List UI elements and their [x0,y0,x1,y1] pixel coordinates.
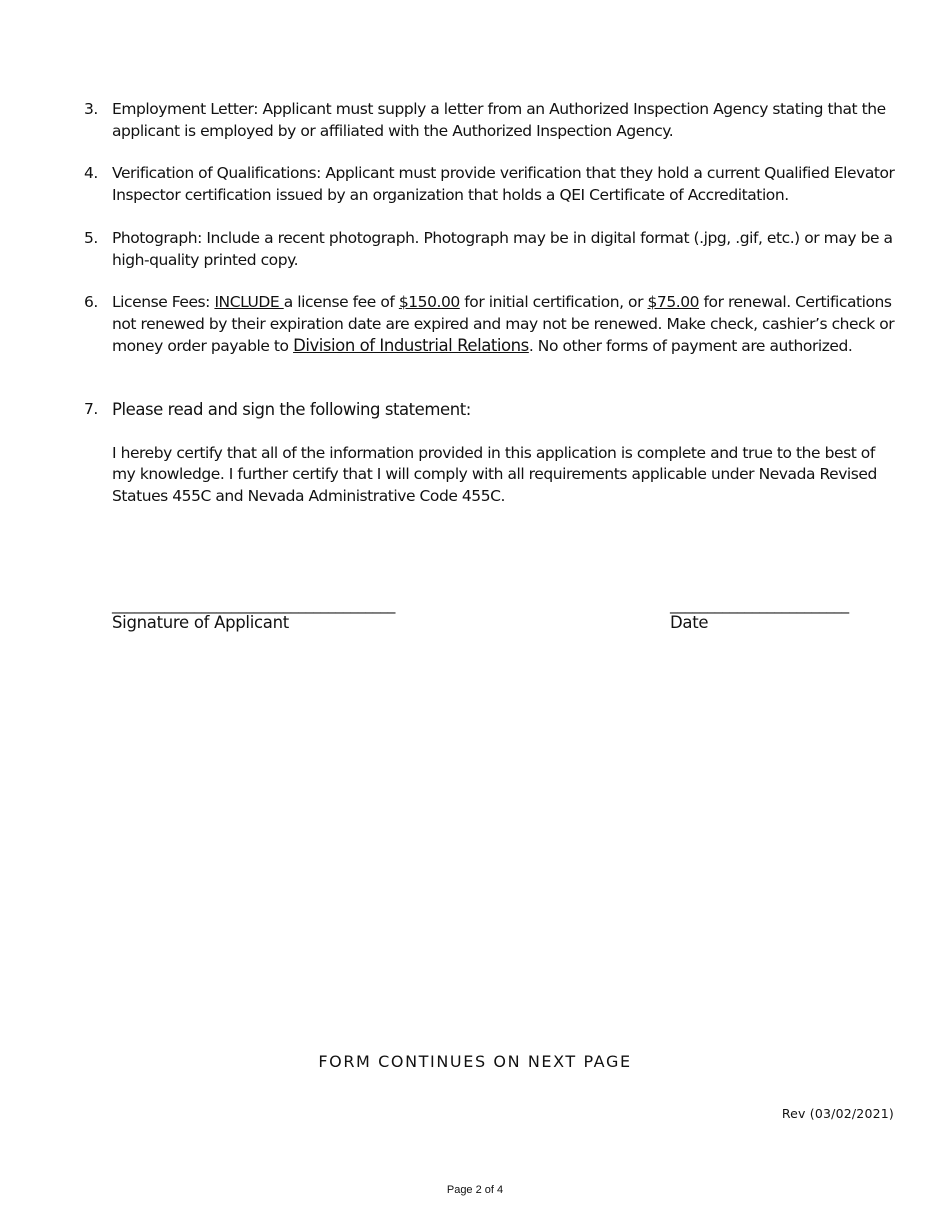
item-number: 7. [84,400,98,418]
item-text: Please read and sign the following statement: [112,400,471,419]
date-line[interactable]: ________________________ [670,596,849,614]
item-employment-letter [84,99,896,142]
item-photograph [84,228,896,271]
item-license-fees [84,292,896,358]
page-number: Page 2 of 4 [446,1184,504,1196]
form-continues-notice: FORM CONTINUES ON NEXT PAGE [318,1052,632,1071]
item-text: Employment Letter: Applicant must supply a letter from an Authorized Inspection Agency stating that the applicant is employed by or affiliated with the Authorized Inspection Agency. [112,100,886,140]
certification-statement: I hereby certify that all of the information provided in this application is complete and true to the best of my knowledge. I further certify that I will comply with all requirements applicable under Nevada Revised Statues 455C and Nevada Administrative Code 455C. [112,443,877,505]
revision-date: Rev (03/02/2021) [781,1106,894,1121]
item-text: Photograph: Include a recent photograph. Photograph may be in digital format (.jpg, .gif, etc.) or may be a high-quality printed copy. [112,229,893,269]
payee-name: Division of Industrial Relations [293,336,529,355]
signature-label: Signature of Applicant [112,613,289,632]
item-number: 3. [84,100,98,118]
date-label: Date [670,613,709,632]
item-statement [84,399,896,507]
item-verification-of-qualifications [84,163,896,206]
item-text: Verification of Qualifications: Applicant must provide verification that they hold a current Qualified Elevator Inspector certification issued by an organization that holds a QEI Certificate of Accreditation. [112,164,895,204]
fee-text: . No other forms of payment are authorized. [528,337,853,355]
signature-line[interactable]: ______________________________________ [112,596,396,614]
item-number: 4. [84,164,98,182]
item-number: 5. [84,229,98,247]
license-fees-label: License Fees: [112,293,215,311]
renewal-fee-amount: $75.00 [647,293,700,311]
item-text [112,292,896,358]
fee-text: a license fee of [283,293,399,311]
item-number: 6. [84,293,98,311]
fee-text: for initial certification, or [459,293,648,311]
initial-fee-amount: $150.00 [398,293,460,311]
fee-text: for renewal. Certifications not renewed by their expiration date are expired and may not be renewed. Make check, cashier’s check or money order payable to [112,293,895,355]
include-emphasis: INCLUDE [214,293,284,311]
